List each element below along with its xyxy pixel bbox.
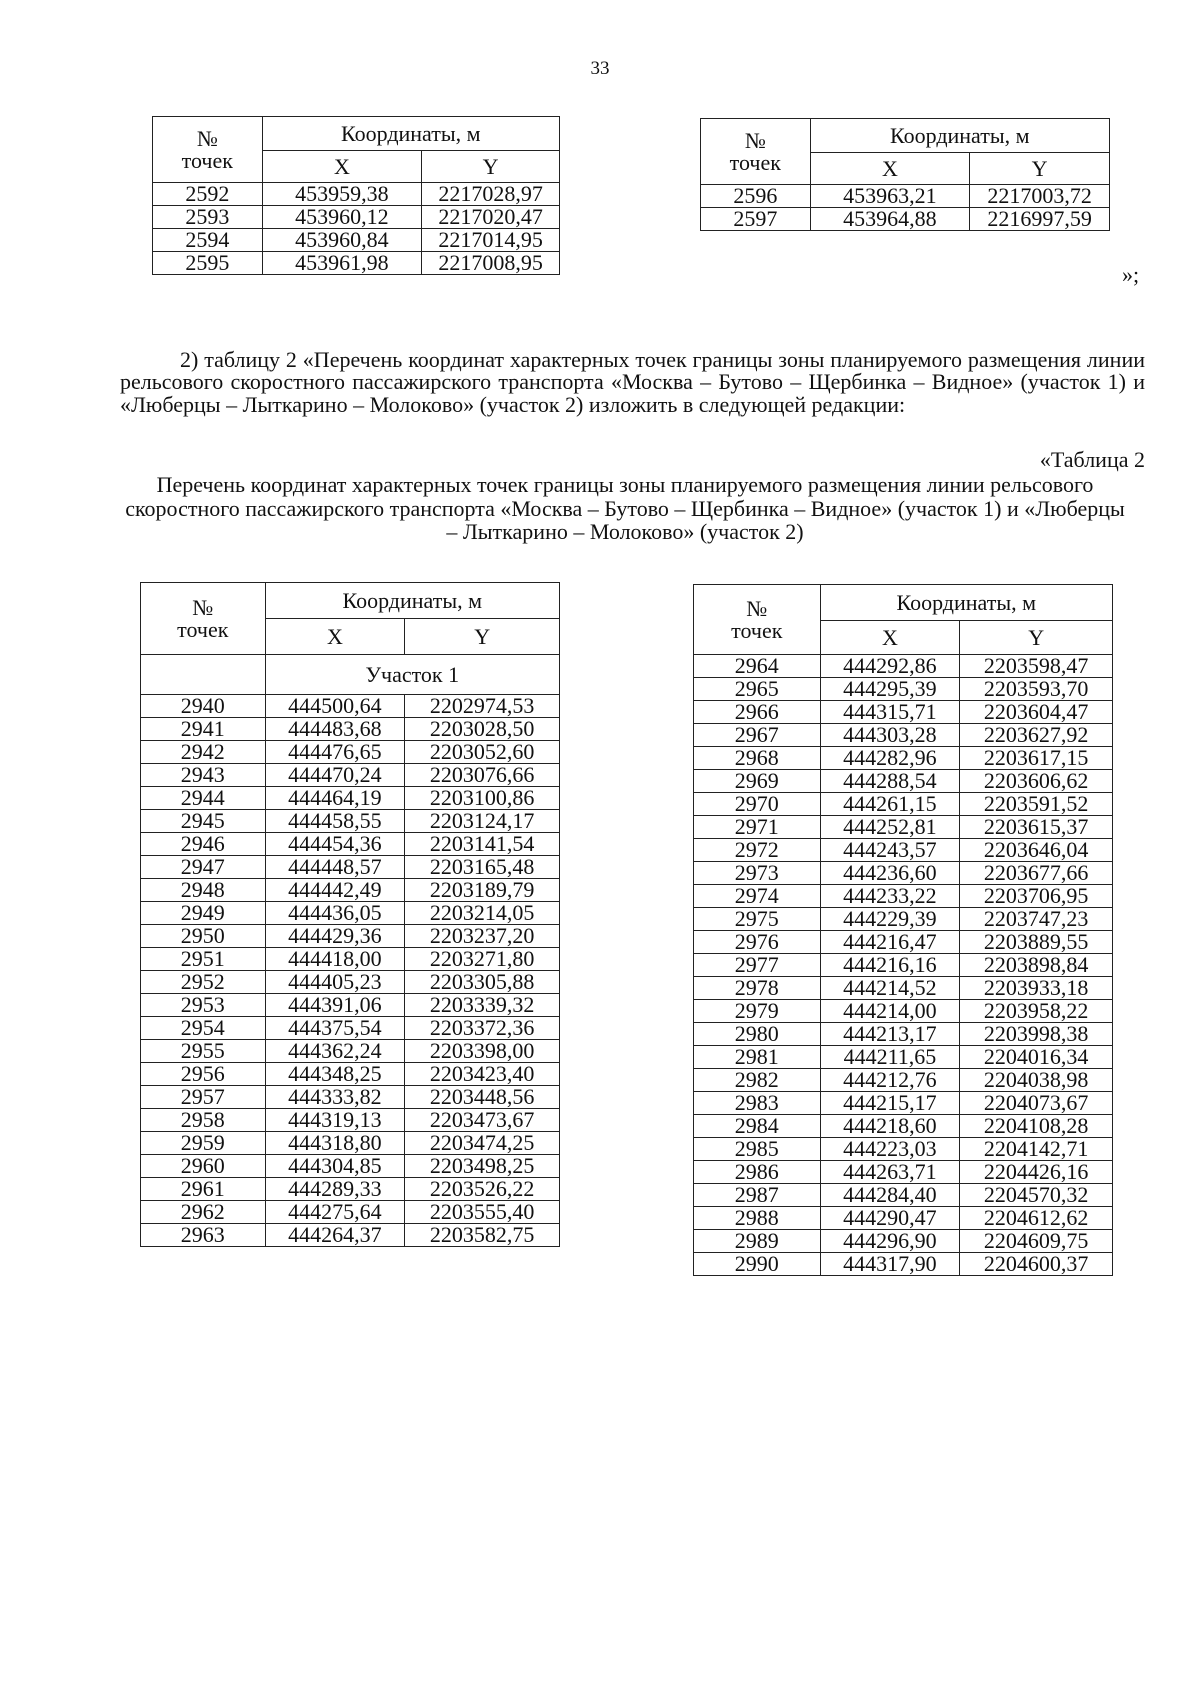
coord-y: 2203028,50 [405,718,560,741]
point-number: 2950 [141,925,266,948]
table-row [141,902,560,925]
coord-x: 444236,60 [820,862,960,885]
coord-y: 2217003,72 [970,185,1110,208]
coord-x: 444214,52 [820,977,960,1000]
point-number: 2987 [694,1184,821,1207]
header-coords: Координаты, м [810,119,1109,153]
coord-y: 2204600,37 [960,1253,1113,1276]
coord-y: 2203958,22 [960,1000,1113,1023]
table-row [694,1000,1113,1023]
table-row [153,229,560,252]
coord-x: 444333,82 [265,1086,405,1109]
header-y: Y [970,153,1110,185]
coord-x: 444275,64 [265,1201,405,1224]
table-row [701,208,1110,231]
point-number: 2942 [141,741,266,764]
table-row [694,1184,1113,1207]
point-number: 2592 [153,183,263,206]
table-row [141,925,560,948]
table-row [141,1017,560,1040]
point-number: 2940 [141,695,266,718]
table-row [141,856,560,879]
header-coords: Координаты, м [820,585,1112,621]
coord-y: 2203189,79 [405,879,560,902]
coord-y: 2203214,05 [405,902,560,925]
header-num: № точек [141,583,266,655]
point-number: 2985 [694,1138,821,1161]
coords-table-bottom-right [693,584,1113,1276]
header-y: Y [960,621,1113,655]
coord-y: 2217008,95 [422,252,560,275]
coord-y: 2203271,80 [405,948,560,971]
header-coords: Координаты, м [262,117,559,151]
coord-y: 2204038,98 [960,1069,1113,1092]
coord-x: 444429,36 [265,925,405,948]
header-coords: Координаты, м [265,583,559,619]
point-number: 2948 [141,879,266,902]
point-number: 2970 [694,793,821,816]
point-number: 2952 [141,971,266,994]
coord-y: 2203372,36 [405,1017,560,1040]
body-paragraph: 2) таблицу 2 «Перечень координат характерных точек границы зоны планируемого размещения линии рельсового скоростного пассажирского транспорта «Москва – Бутово – Щербинка – Видное» (участок 1) и «Люберцы – Лыткарино – Молоково» (участок 2) изложить в следующей редакции: [120,347,1145,417]
table-row [694,862,1113,885]
coord-x: 444290,47 [820,1207,960,1230]
coord-y: 2203339,32 [405,994,560,1017]
coord-x: 444229,39 [820,908,960,931]
point-number: 2983 [694,1092,821,1115]
coord-x: 444418,00 [265,948,405,971]
coords-table-bottom-left [140,582,560,1247]
point-number: 2956 [141,1063,266,1086]
table-row [694,977,1113,1000]
point-number: 2941 [141,718,266,741]
table-row [141,833,560,856]
point-number: 2943 [141,764,266,787]
table-row [141,1178,560,1201]
coord-y: 2203165,48 [405,856,560,879]
coord-x: 453963,21 [810,185,970,208]
table-row [141,879,560,902]
coord-x: 444458,55 [265,810,405,833]
coord-y: 2217020,47 [422,206,560,229]
coord-y: 2216997,59 [970,208,1110,231]
coord-y: 2203677,66 [960,862,1113,885]
table-title: Перечень координат характерных точек границы зоны планируемого размещения линии рельсового скоростного пассажирского транспорта «Москва – Бутово – Щербинка – Видное» (участок 1) и «Люберцы – Лыткарино – Молоково» (участок 2) [125,472,1125,545]
page-number: 33 [590,58,610,79]
coord-x: 444284,40 [820,1184,960,1207]
table-row [141,1040,560,1063]
point-number: 2964 [694,655,821,678]
coord-x: 453964,88 [810,208,970,231]
point-number: 2945 [141,810,266,833]
coord-y: 2203604,47 [960,701,1113,724]
coord-y: 2204426,16 [960,1161,1113,1184]
coord-x: 444470,24 [265,764,405,787]
table-row [141,1224,560,1247]
coord-x: 444476,65 [265,741,405,764]
coord-x: 444211,65 [820,1046,960,1069]
coord-x: 453960,84 [262,229,422,252]
table-row [141,948,560,971]
coord-x: 444375,54 [265,1017,405,1040]
table-row [141,741,560,764]
table-row [694,793,1113,816]
coord-x: 444464,19 [265,787,405,810]
coord-y: 2203398,00 [405,1040,560,1063]
coords-table-top-left [152,116,560,275]
coord-x: 444295,39 [820,678,960,701]
coord-x: 444261,15 [820,793,960,816]
table-row [141,1086,560,1109]
coord-x: 444243,57 [820,839,960,862]
coord-y: 2203598,47 [960,655,1113,678]
point-number: 2959 [141,1132,266,1155]
point-number: 2982 [694,1069,821,1092]
coord-y: 2204016,34 [960,1046,1113,1069]
point-number: 2962 [141,1201,266,1224]
coord-x: 453961,98 [262,252,422,275]
coord-y: 2203555,40 [405,1201,560,1224]
point-number: 2593 [153,206,263,229]
table-row [694,1046,1113,1069]
table-row [694,839,1113,862]
header-x: X [820,621,960,655]
coord-y: 2203593,70 [960,678,1113,701]
coord-x: 444391,06 [265,994,405,1017]
coord-x: 444252,81 [820,816,960,839]
table-row [694,931,1113,954]
table-row [694,885,1113,908]
point-number: 2989 [694,1230,821,1253]
table-row [694,954,1113,977]
coord-y: 2203498,25 [405,1155,560,1178]
header-x: X [810,153,970,185]
table-row [141,695,560,718]
table-row [694,655,1113,678]
table-row [694,1161,1113,1184]
coord-y: 2203706,95 [960,885,1113,908]
table-row [694,747,1113,770]
point-number: 2974 [694,885,821,908]
coord-x: 444362,24 [265,1040,405,1063]
coord-y: 2204612,62 [960,1207,1113,1230]
point-number: 2954 [141,1017,266,1040]
table-row [141,1132,560,1155]
coord-x: 453959,38 [262,183,422,206]
coord-y: 2204142,71 [960,1138,1113,1161]
coord-x: 444292,86 [820,655,960,678]
table-row [141,718,560,741]
coord-x: 444212,76 [820,1069,960,1092]
table-row [141,1155,560,1178]
coord-y: 2204108,28 [960,1115,1113,1138]
point-number: 2984 [694,1115,821,1138]
coord-x: 444348,25 [265,1063,405,1086]
point-number: 2966 [694,701,821,724]
table-row [694,1115,1113,1138]
coord-y: 2203627,92 [960,724,1113,747]
coord-x: 444303,28 [820,724,960,747]
table-row [694,1138,1113,1161]
coord-x: 453960,12 [262,206,422,229]
coord-y: 2217028,97 [422,183,560,206]
coord-x: 444315,71 [820,701,960,724]
coord-x: 444215,17 [820,1092,960,1115]
coord-x: 444213,17 [820,1023,960,1046]
table-row [153,183,560,206]
coord-x: 444483,68 [265,718,405,741]
point-number: 2947 [141,856,266,879]
coord-y: 2203124,17 [405,810,560,833]
table-row [141,1201,560,1224]
table-row [141,994,560,1017]
point-number: 2967 [694,724,821,747]
coord-x: 444282,96 [820,747,960,770]
point-number: 2986 [694,1161,821,1184]
coord-x: 444214,00 [820,1000,960,1023]
header-y: Y [405,619,560,655]
table-row [694,1092,1113,1115]
point-number: 2981 [694,1046,821,1069]
coord-x: 444500,64 [265,695,405,718]
point-number: 2955 [141,1040,266,1063]
coord-x: 444233,22 [820,885,960,908]
header-x: X [262,151,422,183]
header-num: № точек [694,585,821,655]
coord-y: 2203606,62 [960,770,1113,793]
coord-y: 2203615,37 [960,816,1113,839]
coord-y: 2203526,22 [405,1178,560,1201]
coord-y: 2204570,32 [960,1184,1113,1207]
table-row [141,1109,560,1132]
coord-x: 444405,23 [265,971,405,994]
table-row [694,1023,1113,1046]
point-number: 2949 [141,902,266,925]
table-row [141,971,560,994]
coord-y: 2203998,38 [960,1023,1113,1046]
point-number: 2980 [694,1023,821,1046]
coord-x: 444216,16 [820,954,960,977]
point-number: 2978 [694,977,821,1000]
header-x: X [265,619,405,655]
coord-y: 2203747,23 [960,908,1113,931]
table-row [694,1230,1113,1253]
header-num: № точек [701,119,811,185]
coord-y: 2217014,95 [422,229,560,252]
point-number: 2957 [141,1086,266,1109]
coord-x: 444317,90 [820,1253,960,1276]
coord-x: 444304,85 [265,1155,405,1178]
coord-y: 2204609,75 [960,1230,1113,1253]
coord-y: 2203474,25 [405,1132,560,1155]
coords-table-top-right [700,118,1110,231]
coord-y: 2203423,40 [405,1063,560,1086]
point-number: 2976 [694,931,821,954]
point-number: 2975 [694,908,821,931]
coord-y: 2203898,84 [960,954,1113,977]
point-number: 2990 [694,1253,821,1276]
table-label: «Таблица 2 [1039,447,1145,472]
point-number: 2961 [141,1178,266,1201]
table-row [153,206,560,229]
point-number: 2951 [141,948,266,971]
point-number: 2977 [694,954,821,977]
coord-y: 2203448,56 [405,1086,560,1109]
coord-x: 444263,71 [820,1161,960,1184]
coord-y: 2203141,54 [405,833,560,856]
coord-y: 2203591,52 [960,793,1113,816]
point-number: 2960 [141,1155,266,1178]
point-number: 2958 [141,1109,266,1132]
coord-x: 444218,60 [820,1115,960,1138]
coord-x: 444289,33 [265,1178,405,1201]
coord-x: 444264,37 [265,1224,405,1247]
point-number: 2972 [694,839,821,862]
point-number: 2963 [141,1224,266,1247]
table-row [694,908,1113,931]
coord-x: 444448,57 [265,856,405,879]
point-number: 2971 [694,816,821,839]
header-num: № точек [153,117,263,183]
point-number: 2944 [141,787,266,810]
table-row [153,252,560,275]
table-row [694,816,1113,839]
coord-x: 444436,05 [265,902,405,925]
table-row [141,764,560,787]
coord-y: 2204073,67 [960,1092,1113,1115]
coord-x: 444223,03 [820,1138,960,1161]
point-number: 2979 [694,1000,821,1023]
point-number: 2594 [153,229,263,252]
table-row [694,1069,1113,1092]
table-row [701,185,1110,208]
point-number: 2968 [694,747,821,770]
coord-y: 2203473,67 [405,1109,560,1132]
table-row [694,724,1113,747]
point-number: 2595 [153,252,263,275]
coord-y: 2203076,66 [405,764,560,787]
coord-y: 2203237,20 [405,925,560,948]
table-row [141,1063,560,1086]
point-number: 2965 [694,678,821,701]
coord-x: 444296,90 [820,1230,960,1253]
table-row [694,770,1113,793]
point-number: 2946 [141,833,266,856]
table-row [694,1253,1113,1276]
table-row [694,701,1113,724]
coord-y: 2203889,55 [960,931,1113,954]
point-number: 2973 [694,862,821,885]
point-number: 2988 [694,1207,821,1230]
point-number: 2597 [701,208,811,231]
table-row [141,787,560,810]
coord-x: 444454,36 [265,833,405,856]
coord-x: 444288,54 [820,770,960,793]
closing-quote: »; [1122,262,1140,287]
coord-y: 2203617,15 [960,747,1113,770]
point-number: 2969 [694,770,821,793]
header-y: Y [422,151,560,183]
coord-x: 444442,49 [265,879,405,902]
point-number: 2596 [701,185,811,208]
section-label: Участок 1 [265,655,559,695]
section-empty-cell [141,655,266,695]
coord-y: 2203100,86 [405,787,560,810]
table-row [694,1207,1113,1230]
table-row [141,810,560,833]
coord-y: 2203305,88 [405,971,560,994]
coord-y: 2203933,18 [960,977,1113,1000]
coord-y: 2203052,60 [405,741,560,764]
table-row [694,678,1113,701]
coord-x: 444216,47 [820,931,960,954]
coord-x: 444318,80 [265,1132,405,1155]
coord-x: 444319,13 [265,1109,405,1132]
coord-y: 2203582,75 [405,1224,560,1247]
coord-y: 2202974,53 [405,695,560,718]
coord-y: 2203646,04 [960,839,1113,862]
point-number: 2953 [141,994,266,1017]
